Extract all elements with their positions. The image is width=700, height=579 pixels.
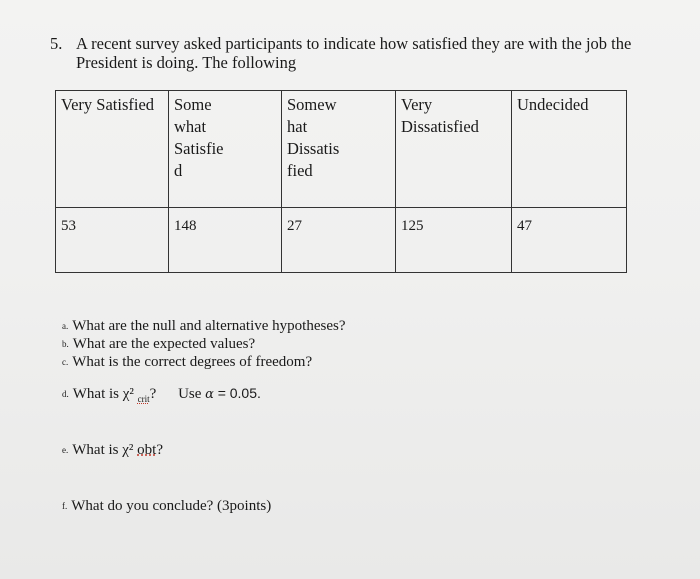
chi-obt-subscript: obt [137, 442, 157, 458]
value-very-satisfied: 53 [56, 208, 169, 273]
header-somewhat-satisfied: Some what Satisfie d [169, 91, 282, 208]
value-very-dissatisfied: 125 [396, 208, 512, 273]
value-somewhat-dissatisfied: 27 [282, 208, 396, 273]
subquestion-f: f. What do you conclude? (3points) [62, 498, 272, 514]
subquestion-e: e. What is χ² obt? [62, 442, 163, 458]
table-values-row [56, 208, 627, 273]
alpha-symbol: α [205, 387, 214, 402]
value-somewhat-satisfied: 148 [169, 208, 282, 273]
survey-table [55, 90, 627, 273]
subquestion-d: d. What is χ² $_{crit}$? Use α = 0.05. [62, 385, 261, 404]
header-very-satisfied: Very Satisfied [56, 91, 169, 208]
header-somewhat-dissatisfied: Somew hat Dissatis fied [282, 91, 396, 208]
chi-crit-subscript: crit [137, 394, 150, 404]
subquestion-a: a. What are the null and alternative hypotheses? [62, 318, 346, 334]
header-very-dissatisfied: Very Dissatisfied [396, 91, 512, 208]
question-number: 5. [50, 34, 63, 53]
question-5 [50, 34, 670, 72]
alpha-value: = 0.05. [217, 385, 261, 401]
header-undecided: Undecided [512, 91, 627, 208]
subquestion-c: c. What is the correct degrees of freedom? [62, 354, 313, 370]
question-text: A recent survey asked participants to indicate how satisfied they are with the job the President is doing. The following [76, 34, 632, 72]
table-header-row [56, 91, 627, 208]
value-undecided: 47 [512, 208, 627, 273]
subquestion-b: b. What are the expected values? [62, 336, 256, 352]
